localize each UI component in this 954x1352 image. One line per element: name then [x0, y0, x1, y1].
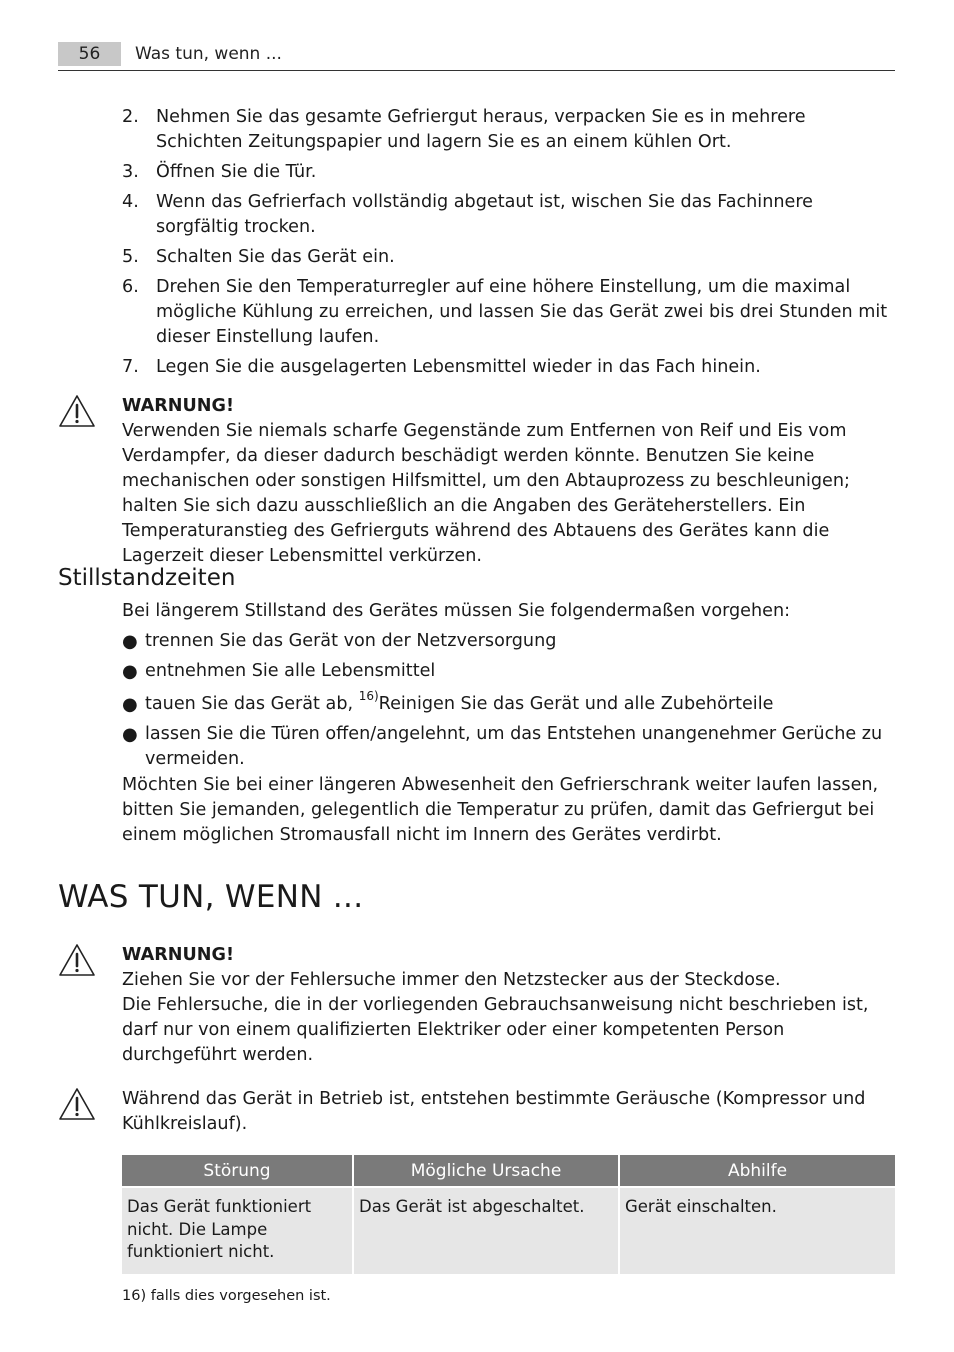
- step-number: 4.: [122, 192, 139, 212]
- column-header-ursache: Mögliche Ursache: [352, 1155, 618, 1186]
- warning-title: WARNUNG!: [122, 945, 234, 965]
- warning-triangle-icon: [58, 394, 96, 428]
- troubleshooting-table: [122, 1155, 895, 1274]
- stillstand-bullets: [122, 629, 895, 777]
- stillstand-outro: Möchten Sie bei einer längeren Abwesenheit den Gefrierschrank weiter laufen lassen, bitten Sie jemanden, gelegentlich die Temperatur zu prüfen, damit das Gefriergut bei einem möglichen Stromausfall nicht im Innern des Gerätes verdirbt.: [122, 775, 879, 845]
- column-header-abhilfe: Abhilfe: [618, 1155, 895, 1186]
- list-item: [122, 275, 895, 350]
- list-item: [122, 689, 895, 717]
- page-header: [58, 40, 895, 71]
- chapter-title: WAS TUN, WENN ...: [58, 879, 364, 915]
- bullet-text-tail: Reinigen Sie das Gerät und alle Zubehörteile: [378, 694, 774, 714]
- warning-triangle-icon: [58, 943, 96, 977]
- list-item: [122, 105, 895, 155]
- step-text: Öffnen Sie die Tür.: [156, 162, 317, 182]
- bullet-icon: ●: [122, 631, 138, 652]
- list-item: [122, 245, 895, 270]
- defrost-steps: [122, 105, 895, 385]
- bullet-icon: ●: [122, 724, 138, 745]
- warning-body: [122, 943, 895, 1068]
- warning-text-line2: Die Fehlersuche, die in der vorliegenden Gebrauchsanweisung nicht beschrieben ist, darf nur von einem qualifizierten Elektriker oder einer kompetenten Person durchgeführt werden.: [122, 995, 869, 1065]
- step-number: 6.: [122, 277, 139, 297]
- list-item: [122, 629, 895, 654]
- step-number: 3.: [122, 162, 139, 182]
- table-header-row: [122, 1155, 895, 1186]
- table-row: [122, 1186, 895, 1274]
- step-text: Schalten Sie das Gerät ein.: [156, 247, 395, 267]
- running-head: Was tun, wenn ...: [135, 44, 282, 64]
- bullet-icon: ●: [122, 661, 138, 682]
- list-item: [122, 659, 895, 684]
- section-heading-stillstandzeiten: Stillstandzeiten: [58, 565, 236, 591]
- warning-title: WARNUNG!: [122, 396, 234, 416]
- step-text: Wenn das Gefrierfach vollständig abgetaut ist, wischen Sie das Fachinnere sorgfältig trocken.: [156, 192, 813, 237]
- footnote-marker: 16): [358, 689, 379, 704]
- bullet-text: entnehmen Sie alle Lebensmittel: [145, 661, 436, 681]
- column-header-stoerung: Störung: [122, 1155, 352, 1186]
- warning-body: [122, 394, 895, 569]
- table-cell: Das Gerät funktioniert nicht. Die Lampe funktioniert nicht.: [122, 1186, 352, 1274]
- step-number: 5.: [122, 247, 139, 267]
- list-item: [122, 190, 895, 240]
- table-cell: Gerät einschalten.: [618, 1186, 895, 1274]
- step-text: Legen Sie die ausgelagerten Lebensmittel wieder in das Fach hinein.: [156, 357, 761, 377]
- stillstand-intro: Bei längerem Stillstand des Gerätes müssen Sie folgendermaßen vorgehen:: [122, 601, 791, 621]
- step-text: Nehmen Sie das gesamte Gefriergut heraus, verpacken Sie es in mehrere Schichten Zeitungspapier und lagern Sie es an einem kühlen Ort.: [156, 107, 806, 152]
- step-text: Drehen Sie den Temperaturregler auf eine höhere Einstellung, um die maximal mögliche Kühlung zu erreichen, und lassen Sie das Gerät zwei bis drei Stunden mit dieser Einstellung laufen.: [156, 277, 888, 347]
- table-cell: Das Gerät ist abgeschaltet.: [352, 1186, 618, 1274]
- page-number: 56: [58, 42, 121, 66]
- caution-body: Während das Gerät in Betrieb ist, entstehen bestimmte Geräusche (Kompressor und Kühlkreislauf).: [122, 1089, 866, 1134]
- list-item: [122, 722, 895, 772]
- bullet-icon: ●: [122, 694, 138, 715]
- warning-triangle-icon: [58, 1087, 96, 1121]
- list-item: [122, 160, 895, 185]
- bullet-text: trennen Sie das Gerät von der Netzversorgung: [145, 631, 557, 651]
- list-item: [122, 355, 895, 380]
- step-number: 7.: [122, 357, 139, 377]
- step-number: 2.: [122, 107, 139, 127]
- warning-text: Verwenden Sie niemals scharfe Gegenstände zum Entfernen von Reif und Eis vom Verdampfer, da dieser dadurch beschädigt werden könnte. Benutzen Sie keine mechanischen oder sonstigen Hilfsmittel, um den Abtauprozess zu beschleunigen; halten Sie sich dazu ausschließlich an die Angaben des Geräteherstellers. Ein Temperaturanstieg des Gefrierguts während des Abtauens des Gerätes kann die Lagerzeit dieser Lebensmittel verkürzen.: [122, 421, 850, 566]
- footnote: 16) falls dies vorgesehen ist.: [122, 1288, 331, 1304]
- bullet-text: tauen Sie das Gerät ab,: [145, 694, 354, 714]
- warning-text-line1: Ziehen Sie vor der Fehlersuche immer den Netzstecker aus der Steckdose.: [122, 970, 781, 990]
- bullet-text: lassen Sie die Türen offen/angelehnt, um das Entstehen unangenehmer Gerüche zu vermeiden.: [145, 724, 883, 769]
